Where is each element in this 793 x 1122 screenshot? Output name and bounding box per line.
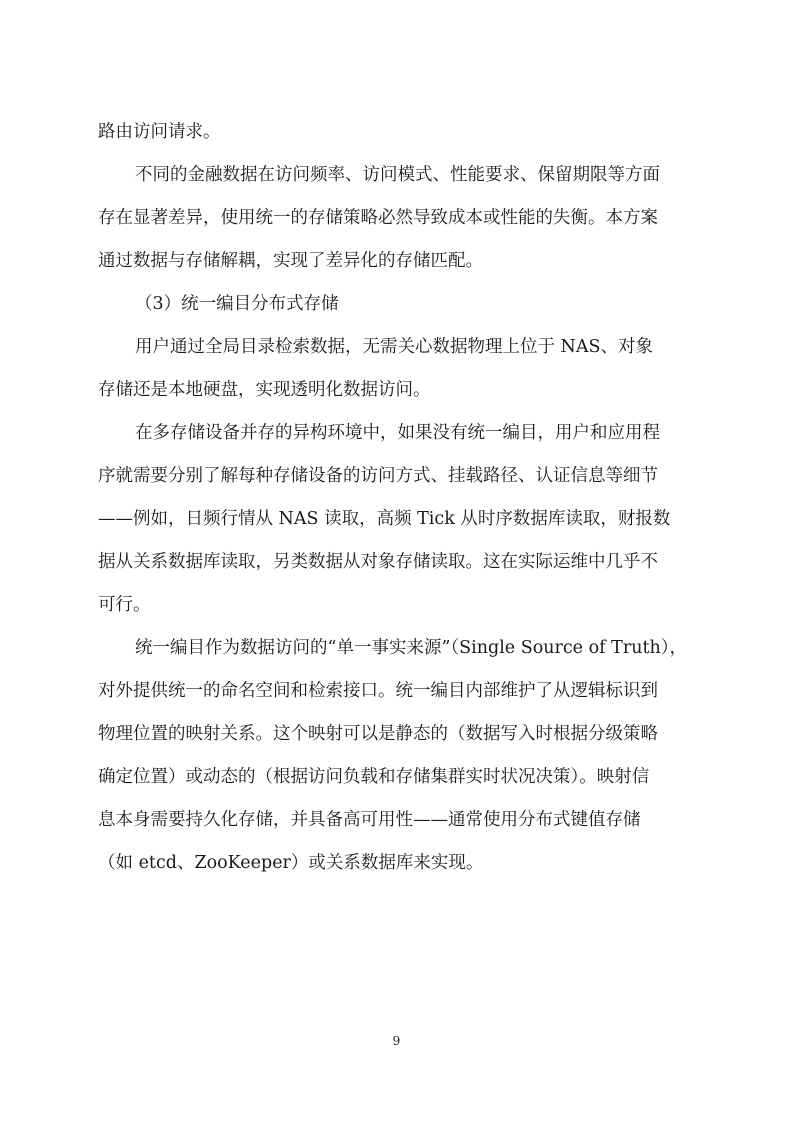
text-line: 据从关系数据库读取，另类数据从对象存储读取。这在实际运维中几乎不 <box>98 552 658 572</box>
text-line: 用户通过全局目录检索数据，无需关心数据物理上位于 NAS、对象 <box>135 337 653 357</box>
page-number: 9 <box>392 1034 401 1048</box>
text-line: 序就需要分别了解每种存储设备的访问方式、挂载路径、认证信息等细节 <box>98 466 658 486</box>
text-line: 存在显著差异，使用统一的存储策略必然导致成本或性能的失衡。本方案 <box>98 208 658 228</box>
section-heading: （3）统一编目分布式存储 <box>135 294 339 314</box>
text-line: ——例如，日频行情从 NAS 读取，高频 Tick 从时序数据库读取，财报数 <box>98 509 671 529</box>
text-line: 物理位置的映射关系。这个映射可以是静态的（数据写入时根据分级策略 <box>98 724 658 744</box>
text-line: 统一编目作为数据访问的“单一事实来源”（Single Source of Truth）， <box>135 638 688 658</box>
text-line: 息本身需要持久化存储，并具备高可用性——通常使用分布式键值存储 <box>98 810 641 830</box>
text-line: 在多存储设备并存的异构环境中，如果没有统一编目，用户和应用程 <box>135 423 660 443</box>
text-line: 不同的金融数据在访问频率、访问模式、性能要求、保留期限等方面 <box>135 165 660 185</box>
text-line: （如 etcd、ZooKeeper）或关系数据库来实现。 <box>98 853 484 873</box>
text-line: 可行。 <box>98 595 151 615</box>
text-line: 通过数据与存储解耦，实现了差异化的存储匹配。 <box>98 251 483 271</box>
text-line: 确定位置）或动态的（根据访问负载和存储集群实时状况决策）。映射信 <box>98 767 650 787</box>
text-line: 存储还是本地硬盘，实现透明化数据访问。 <box>98 380 431 400</box>
text-line: 对外提供统一的命名空间和检索接口。统一编目内部维护了从逻辑标识到 <box>98 681 658 701</box>
text-line: 路由访问请求。 <box>98 122 221 142</box>
